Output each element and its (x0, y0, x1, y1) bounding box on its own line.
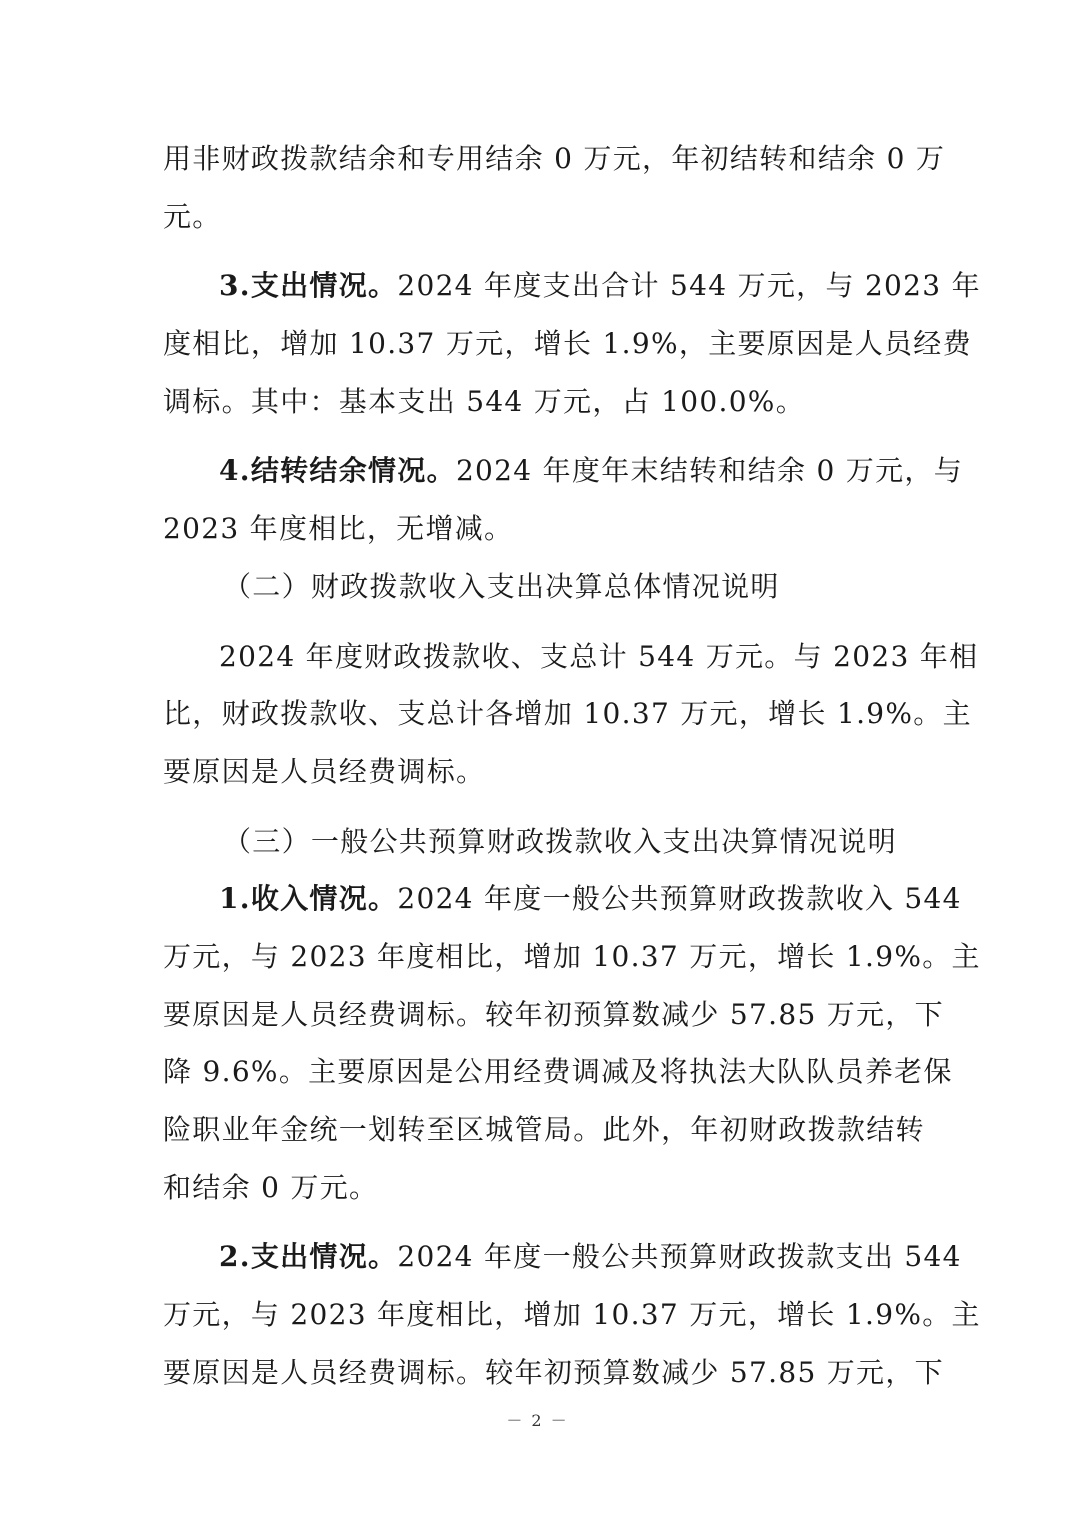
paragraph-line: 要原因是人员经费调标。 (163, 754, 486, 788)
paragraph-line: 降 9.6%。主要原因是公用经费调减及将执法大队队员养老保 (163, 1055, 953, 1089)
page-number: － 2 － (506, 1411, 569, 1430)
paragraph-text: 2024 年度一般公共预算财政拨款支出 544 (397, 1240, 962, 1274)
paragraph-text: 2024 年度一般公共预算财政拨款收入 544 (397, 882, 962, 916)
document-body (163, 130, 981, 1401)
paragraph-line: 度相比，增加 10.37 万元，增长 1.9%，主要原因是人员经费 (163, 327, 972, 361)
paragraph-line: 万元，与 2023 年度相比，增加 10.37 万元，增长 1.9%。主 (163, 939, 981, 973)
paragraph-line: 和结余 0 万元。 (163, 1170, 379, 1204)
section-heading-3: （三）一般公共预算财政拨款收入支出决算情况说明 (223, 824, 897, 858)
paragraph-line: 2024 年度财政拨款收、支总计 544 万元。与 2023 年相 (219, 639, 979, 673)
section-lead-general-expenditure: 2.支出情况。 (219, 1240, 398, 1274)
paragraph-text: 2024 年度年末结转和结余 0 万元，与 (455, 454, 964, 488)
paragraph-line: 调标。其中：基本支出 544 万元，占 100.0%。 (163, 384, 806, 418)
paragraph-expenditure (163, 257, 981, 315)
section-lead-income: 1.收入情况。 (219, 882, 398, 916)
paragraph-line: 元。 (163, 199, 222, 233)
paragraph-line: 要原因是人员经费调标。较年初预算数减少 57.85 万元，下 (163, 1355, 944, 1389)
paragraph-line: 险职业年金统一划转至区城管局。此外，年初财政拨款结转 (163, 1113, 925, 1146)
paragraph-line: 比，财政拨款收、支总计各增加 10.37 万元，增长 1.9%。主 (163, 697, 972, 731)
paragraph-line: 要原因是人员经费调标。较年初预算数减少 57.85 万元，下 (163, 997, 944, 1031)
section-lead-carryover: 4.结转结余情况。 (219, 454, 456, 488)
section-lead-expenditure: 3.支出情况。 (219, 269, 398, 303)
paragraph-carryover (163, 442, 964, 500)
paragraph-general-expenditure (163, 1228, 962, 1286)
paragraph-income (163, 870, 962, 928)
paragraph-text: 2024 年度支出合计 544 万元，与 2023 年 (397, 269, 981, 303)
section-heading-2: （二）财政拨款收入支出决算总体情况说明 (223, 569, 780, 603)
paragraph-line: 用非财政拨款结余和专用结余 0 万元，年初结转和结余 0 万 (163, 142, 946, 175)
paragraph-line: 万元，与 2023 年度相比，增加 10.37 万元，增长 1.9%。主 (163, 1298, 981, 1332)
paragraph-line: 2023 年度相比，无增减。 (163, 512, 514, 546)
